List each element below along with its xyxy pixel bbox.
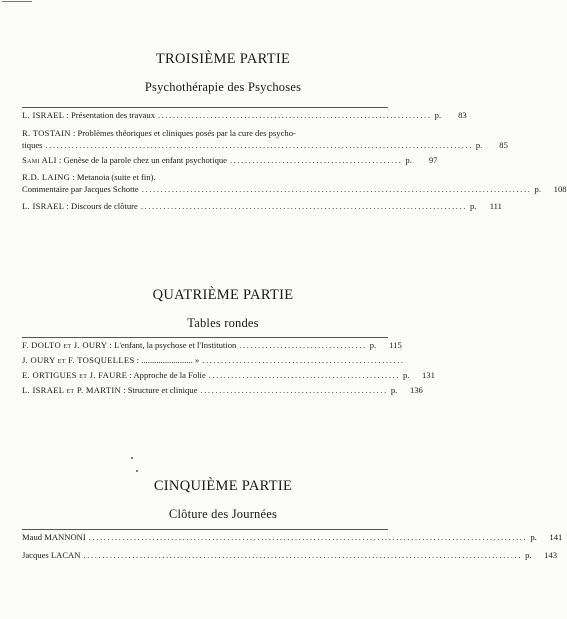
toc-sep: : bbox=[70, 172, 77, 182]
toc-sep: : bbox=[107, 340, 115, 350]
page-prefix: p. bbox=[390, 385, 398, 395]
toc-entry-continuation bbox=[22, 184, 567, 199]
toc-list bbox=[22, 110, 567, 216]
part-subtitle: Clôture des Journées bbox=[168, 507, 278, 521]
toc-entry bbox=[22, 550, 558, 565]
page-number: 131 bbox=[422, 370, 435, 380]
toc-entry bbox=[22, 155, 438, 170]
part-subtitle: Psychothérapie des Psychoses bbox=[144, 80, 302, 94]
dot-leader: ........................................................................................................ bbox=[141, 184, 532, 194]
toc-entry bbox=[22, 172, 388, 184]
dot-leader: ......................................................................... bbox=[158, 110, 432, 120]
toc-sep: : bbox=[134, 355, 142, 365]
section-rule bbox=[22, 529, 388, 530]
toc-author: J. OURY et F. TOSQUELLES bbox=[22, 355, 135, 365]
section-rule bbox=[22, 107, 388, 108]
toc-entry-continuation bbox=[22, 140, 508, 155]
toc-author: L. ISRAEL bbox=[22, 110, 65, 120]
toc-author: Maud MANNONI bbox=[22, 532, 86, 542]
page-number: 115 bbox=[389, 340, 402, 350]
toc-entry bbox=[22, 340, 402, 355]
toc-sep: : bbox=[56, 155, 64, 165]
toc-entry bbox=[22, 370, 435, 385]
toc-author: R. TOSTAIN bbox=[22, 128, 71, 138]
page-prefix: p. bbox=[534, 184, 541, 194]
toc-author: L. ISRAEL et P. MARTIN bbox=[22, 385, 122, 395]
toc-title: Discours de clôture bbox=[71, 201, 138, 211]
toc-list bbox=[22, 340, 435, 400]
dot-leader: .................................................................................................................. bbox=[45, 140, 473, 150]
toc-title: Problèmes théoriques et cliniques posés par la cure des psycho- bbox=[77, 128, 296, 138]
page-number: 83 bbox=[458, 110, 467, 120]
dot-leader: .................................. bbox=[239, 340, 367, 350]
toc-author: Sami ALI bbox=[22, 155, 57, 165]
page-prefix: p. bbox=[402, 370, 410, 380]
toc-sep: : bbox=[64, 110, 72, 120]
toc-title: Structure et clinique bbox=[127, 385, 198, 395]
toc-sep: : bbox=[127, 370, 134, 380]
speck bbox=[136, 470, 138, 472]
page-number: 97 bbox=[428, 155, 438, 165]
page-number: 108 bbox=[553, 184, 567, 194]
dot-leader: ...................................................... bbox=[202, 355, 405, 365]
page-prefix: p. bbox=[469, 201, 477, 211]
toc-author: Jacques LACAN bbox=[22, 550, 81, 560]
toc-title: L'enfant, la psychose et l'Institution bbox=[114, 340, 237, 350]
toc-entry bbox=[22, 355, 405, 370]
toc-list bbox=[22, 532, 563, 565]
toc-entry bbox=[22, 110, 467, 125]
toc-sep: : bbox=[64, 201, 72, 211]
page-number: 136 bbox=[409, 385, 423, 395]
dot-leader: .................................................. bbox=[200, 385, 388, 395]
part-title: QUATRIÈME PARTIE bbox=[152, 287, 294, 303]
toc-entry bbox=[22, 128, 388, 140]
toc-author: F. DOLTO et J. OURY bbox=[22, 340, 108, 350]
part-subtitle: Tables rondes bbox=[187, 316, 259, 330]
scan-mark bbox=[2, 1, 32, 2]
section-rule bbox=[22, 337, 388, 338]
page-number: 85 bbox=[499, 140, 508, 150]
page-prefix: p. bbox=[434, 110, 442, 120]
dot-leader: ....................................................................................... bbox=[140, 201, 467, 211]
page-number: 111 bbox=[489, 201, 502, 211]
toc-title-continued: tiques bbox=[22, 140, 43, 150]
part-title: CINQUIÈME PARTIE bbox=[153, 478, 293, 494]
page-prefix: p. bbox=[405, 155, 412, 165]
toc-sep: : bbox=[121, 385, 128, 395]
toc-title: Metanoia (suite et fin). bbox=[76, 172, 156, 182]
toc-sep: : bbox=[70, 128, 78, 138]
toc-title-continued: Commentaire par Jacques Schotte bbox=[22, 184, 139, 194]
dot-leader: ..................................................................................................................... bbox=[88, 532, 528, 542]
page-prefix: p. bbox=[525, 550, 532, 560]
toc-title: ........................ » bbox=[141, 355, 200, 365]
toc-author: L. ISRAEL bbox=[22, 201, 65, 211]
toc-entry bbox=[22, 385, 423, 400]
dot-leader: ..................................................................................................................... bbox=[83, 550, 523, 560]
toc-title: Approche de la Folie bbox=[133, 370, 206, 380]
toc-entry bbox=[22, 201, 502, 216]
toc-author: R.D. LAING bbox=[22, 172, 71, 182]
page-prefix: p. bbox=[530, 532, 537, 542]
toc-entry bbox=[22, 532, 563, 550]
page-prefix: p. bbox=[369, 340, 377, 350]
page-number: 143 bbox=[544, 550, 558, 560]
dot-leader: ................................................... bbox=[208, 370, 400, 380]
part-title: TROISIÈME PARTIE bbox=[155, 51, 291, 67]
toc-author: E. ORTIGUES et J. FAURE bbox=[22, 370, 128, 380]
toc-title: Genèse de la parole chez un enfant psychotique bbox=[63, 155, 227, 165]
page-number: 141 bbox=[549, 532, 563, 542]
speck bbox=[131, 457, 133, 459]
toc-title: Présentation des travaux bbox=[71, 110, 156, 120]
page-prefix: p. bbox=[475, 140, 483, 150]
dot-leader: .............................................. bbox=[229, 155, 403, 165]
